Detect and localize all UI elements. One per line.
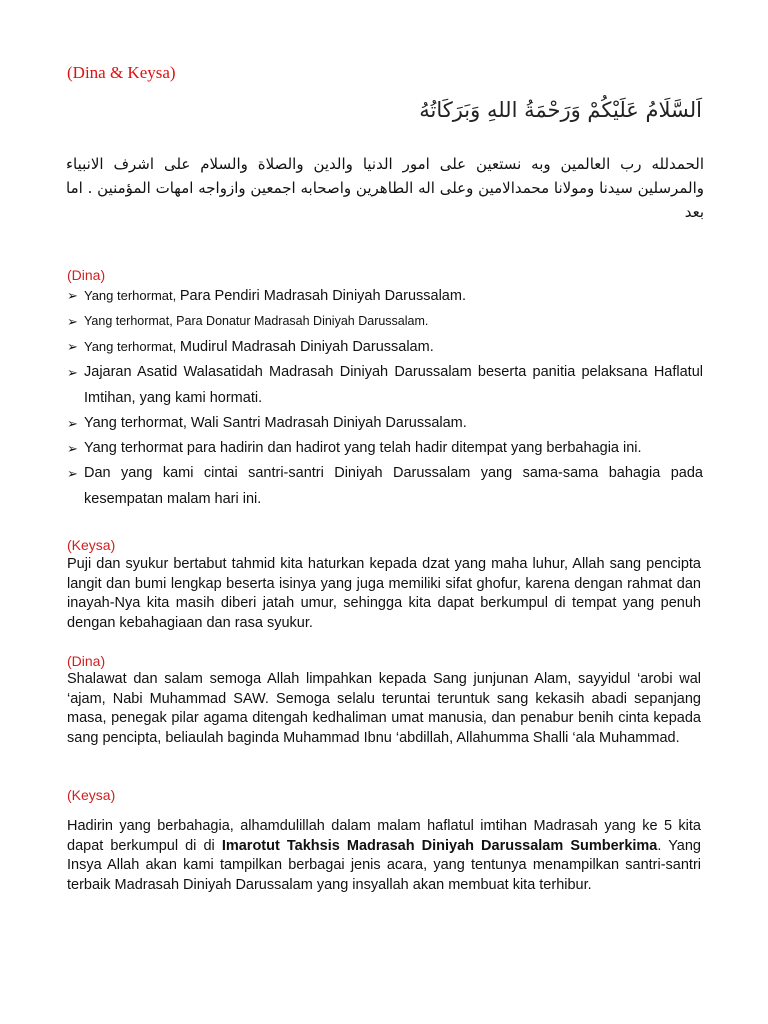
arrow-bullet-icon: ➢ <box>67 441 78 456</box>
paragraph-puji-syukur: Puji dan syukur bertabut tahmid kita haturkan kepada dzat yang maha luhur, Allah sang pencipta langit dan bumi lengkap beserta isinya yang juga memiliki sifat ghofur, karena dengan rahmat dan inayah-Nya kita masih diberi jatah umur, sehingga kita dapat berkumpul di tempat yang penuh dengan kebahagiaan dan rasa syukur. <box>67 556 701 631</box>
list-item: ➢ Dan yang kami cintai santri-santri Diniyah Darussalam yang sama-sama bahagia pada kesempatan malam hari ini. <box>67 461 703 512</box>
arrow-bullet-icon: ➢ <box>67 416 78 431</box>
venue-name: Imarotut Takhsis Madrasah Diniyah Darussalam Sumberkima <box>221 837 658 854</box>
list-item: ➢ Yang terhormat, Para Pendiri Madrasah Diniyah Darussalam. <box>67 283 703 309</box>
speaker-label-dina: (Dina) <box>67 267 106 283</box>
list-item: ➢ Jajaran Asatid Walasatidah Madrasah Diniyah Darussalam beserta panitia pelaksana Haflatul Imtihan, yang kami hormati. <box>67 360 703 411</box>
speaker-label-keysa: (Keysa) <box>67 787 116 803</box>
speaker-label-keysa: (Keysa) <box>67 537 116 553</box>
arrow-bullet-icon: ➢ <box>67 365 78 380</box>
arrow-bullet-icon: ➢ <box>67 314 78 329</box>
list-item: ➢ Yang terhormat, Mudirul Madrasah Diniyah Darussalam. <box>67 334 703 360</box>
paragraph-hadirin: Hadirin yang berbahagia, alhamdulillah dalam malam haflatul imtihan Madrasah yang ke 5 kita dapat berkumpul di di Imarotut Takhsis Madrasah Diniyah Darussalam Sumberkima. Yang Insya Allah akan kami tampilkan berbagai jenis acara, yang tentunya menampilkan santri-santri terbaik Madrasah Diniyah Darussalam yang insyallah akan membuat kita terhibur. <box>67 818 701 893</box>
paragraph-shalawat: Shalawat dan salam semoga Allah limpahkan kepada Sang junjunan Alam, sayyidul ‘arobi wal ‘ajam, Nabi Muhammad SAW. Semoga selalu teruntai teruntuk sang kekasih abadi sepanjang masa, penegak pilar agama ditengah kedhaliman umat manusia, dan penabur benih cinta kepada sang pencipta, beliaulah baginda Muhammad Ibnu ‘abdillah, Allahumma Shalli ‘ala Muhammad. <box>67 671 701 746</box>
arabic-opening-paragraph: الحمدلله رب العالمين وبه نستعين على امور الدنيا والدين والصلاة والسلام على اشرف الانبياء والمرسلين سيدنا ومولانا محمدالامين وعلى اله الطاهرين واصحابه اجمعين وازواجه امهات المؤمنين . اما بعد <box>66 155 704 221</box>
list-item: ➢ Yang terhormat, Para Donatur Madrasah Diniyah Darussalam. <box>67 309 703 334</box>
list-item: ➢ Yang terhormat, Wali Santri Madrasah Diniyah Darussalam. <box>67 411 703 436</box>
salutation-list <box>67 283 703 512</box>
arrow-bullet-icon: ➢ <box>67 466 78 481</box>
document-title: (Dina & Keysa) <box>67 63 176 82</box>
list-item: ➢ Yang terhormat para hadirin dan hadirot yang telah hadir ditempat yang berbahagia ini. <box>67 436 703 461</box>
speaker-label-dina: (Dina) <box>67 653 106 669</box>
arrow-bullet-icon: ➢ <box>67 339 78 354</box>
arrow-bullet-icon: ➢ <box>67 288 78 303</box>
arabic-salam: اَلسَّلَامُ عَلَيْكُمْ وَرَحْمَةُ اللهِ وَبَرَكَاتُهُ <box>419 98 702 122</box>
